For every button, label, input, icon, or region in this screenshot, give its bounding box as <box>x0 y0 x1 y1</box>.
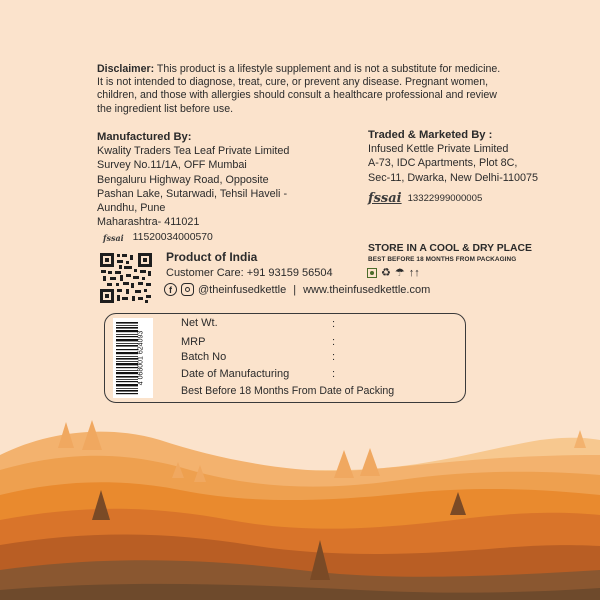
barcode-digits: 4 068001 624093 <box>137 330 145 386</box>
social-handle[interactable]: @theinfusedkettle <box>198 283 287 296</box>
marketer-line: Sec-11, Dwarka, New Delhi-110075 <box>368 171 539 184</box>
marketer-fssai <box>368 191 482 206</box>
field-colon: : <box>332 318 336 330</box>
product-origin: Product of India <box>166 250 258 264</box>
qr-code <box>100 253 152 303</box>
manufacturer-fssai <box>103 232 213 243</box>
disclaimer-body: This product is a lifestyle supplement and is not a substitute for medicine. It is not intended to diagnose, treat, cure, or prevent any disease. Pregnant women, children, and those with allergies should consult a healthcare professional and review the ingredient list before use. <box>97 63 501 115</box>
manufacturer-line: Kwality Traders Tea Leaf Private Limited <box>97 145 290 158</box>
this-way-up-icon: ↑↑ <box>408 267 420 279</box>
fssai-logo: fssai <box>368 191 402 206</box>
field-colon: : <box>332 336 336 348</box>
storage-title: STORE IN A COOL & DRY PLACE <box>368 243 532 254</box>
barcode-bars <box>113 318 153 398</box>
facebook-icon[interactable]: f <box>164 283 177 296</box>
marketer-heading: Traded & Marketed By : <box>368 129 493 141</box>
veg-mark-icon <box>367 268 377 278</box>
marketer-line: Infused Kettle Private Limited <box>368 143 509 156</box>
marketer-license: 13322999000005 <box>407 193 483 204</box>
keep-dry-umbrella-icon: ☂ <box>394 267 405 279</box>
manufacturer-line: Aundhu, Pune <box>97 202 166 215</box>
marketer-line: A-73, IDC Apartments, Plot 8C, <box>368 157 518 170</box>
recycle-icon: ♻ <box>381 267 391 279</box>
manufacturer-line: Survey No.11/1A, OFF Mumbai <box>97 159 247 172</box>
manufacturer-line: Maharashtra- 411021 <box>97 216 200 229</box>
storage-best-before: BEST BEFORE 18 MONTHS FROM PACKAGING <box>368 256 517 263</box>
manufacturer-line: Pashan Lake, Sutarwadi, Tehsil Haveli - <box>97 187 288 200</box>
field-date-of-manufacturing: Date of Manufacturing <box>181 368 290 380</box>
fssai-logo: fssai <box>103 232 124 243</box>
disclaimer-label: Disclaimer: <box>97 63 155 75</box>
instagram-icon[interactable] <box>181 283 194 296</box>
website-link[interactable]: www.theinfusedkettle.com <box>303 283 431 296</box>
barcode <box>113 318 153 398</box>
storage-icons <box>367 268 420 278</box>
field-colon: : <box>332 351 336 363</box>
social-links <box>164 283 430 296</box>
separator: | <box>293 283 297 296</box>
manufacturer-license: 11520034000570 <box>132 232 213 243</box>
manufacturer-line: Bengaluru Highway Road, Opposite <box>97 173 269 186</box>
manufacturer-heading: Manufactured By: <box>97 131 192 143</box>
disclaimer-text <box>97 63 502 116</box>
field-batch-no: Batch No <box>181 351 227 363</box>
field-mrp: MRP <box>181 336 206 348</box>
best-before-note: Best Before 18 Months From Date of Packing <box>181 385 395 397</box>
field-colon: : <box>332 368 336 380</box>
field-net-wt: Net Wt. <box>181 317 218 329</box>
marketer-block <box>368 128 568 185</box>
manufacturer-block <box>97 130 337 229</box>
customer-care: Customer Care: +91 93159 56504 <box>166 267 333 279</box>
